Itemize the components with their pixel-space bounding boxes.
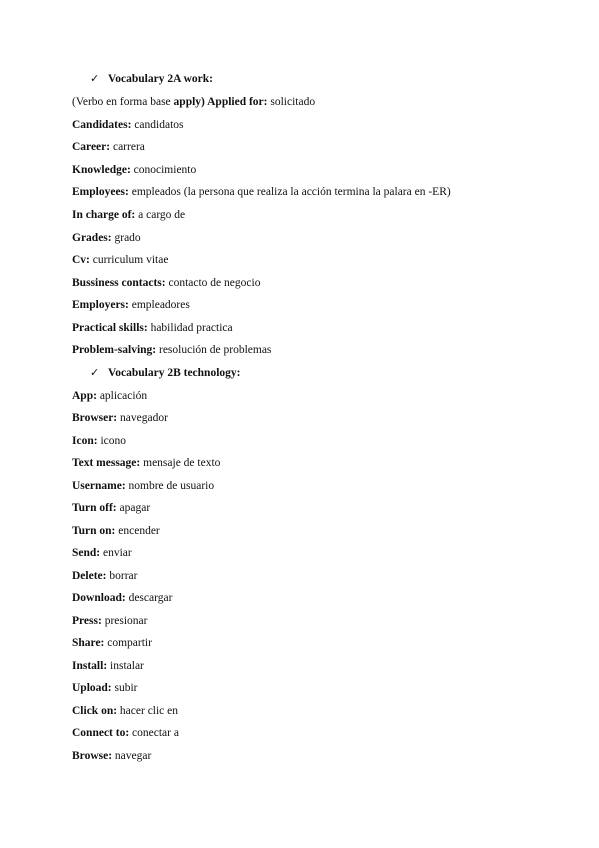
vocab-entry: Browse: navegar	[72, 750, 152, 762]
vocab-entry: Bussiness contacts: contacto de negocio	[72, 277, 261, 289]
vocab-entry: Download: descargar	[72, 592, 173, 604]
vocab-entry: Practical skills: habilidad practica	[72, 322, 233, 334]
vocab-entry: Browser: navegador	[72, 412, 168, 424]
vocab-entry: Share: compartir	[72, 637, 152, 649]
vocab-entry: Click on: hacer clic en	[72, 705, 179, 717]
vocab-entry: Send: enviar	[72, 547, 132, 559]
checkmark-icon: ✓	[90, 72, 100, 85]
vocab-entry: Upload: subir	[72, 682, 138, 694]
vocab-entry: Delete: borrar	[72, 570, 138, 582]
vocab-entry: Career: carrera	[72, 141, 145, 153]
vocab-entry: Grades: grado	[72, 232, 141, 244]
vocab-entry: Candidates: candidatos	[72, 119, 184, 131]
section-heading-2a: ✓ Vocabulary 2A work:	[90, 72, 213, 85]
section-heading-2b: ✓ Vocabulary 2B technology:	[90, 366, 241, 379]
vocab-entry: Username: nombre de usuario	[72, 480, 215, 492]
vocab-entry: Install: instalar	[72, 660, 144, 672]
vocab-entry: Employers: empleadores	[72, 299, 190, 311]
vocab-entry: Employees: empleados (la persona que realiza la acción termina la palara en -ER)	[72, 186, 451, 198]
vocab-entry: App: aplicación	[72, 390, 148, 402]
vocab-entry: Press: presionar	[72, 615, 148, 627]
vocab-entry: Turn off: apagar	[72, 502, 151, 514]
vocab-entry: (Verbo en forma base apply) Applied for: solicitado	[72, 96, 316, 108]
checkmark-icon: ✓	[90, 366, 100, 379]
vocab-entry: Connect to: conectar a	[72, 727, 179, 739]
vocab-entry: Turn on: encender	[72, 525, 160, 537]
vocab-entry: Text message: mensaje de texto	[72, 457, 221, 469]
vocab-entry: Knowledge: conocimiento	[72, 164, 197, 176]
vocab-entry: Cv: curriculum vitae	[72, 254, 169, 266]
vocab-entry: In charge of: a cargo de	[72, 209, 186, 221]
vocab-entry: Problem-salving: resolución de problemas	[72, 344, 272, 356]
vocab-entry: Icon: icono	[72, 435, 126, 447]
